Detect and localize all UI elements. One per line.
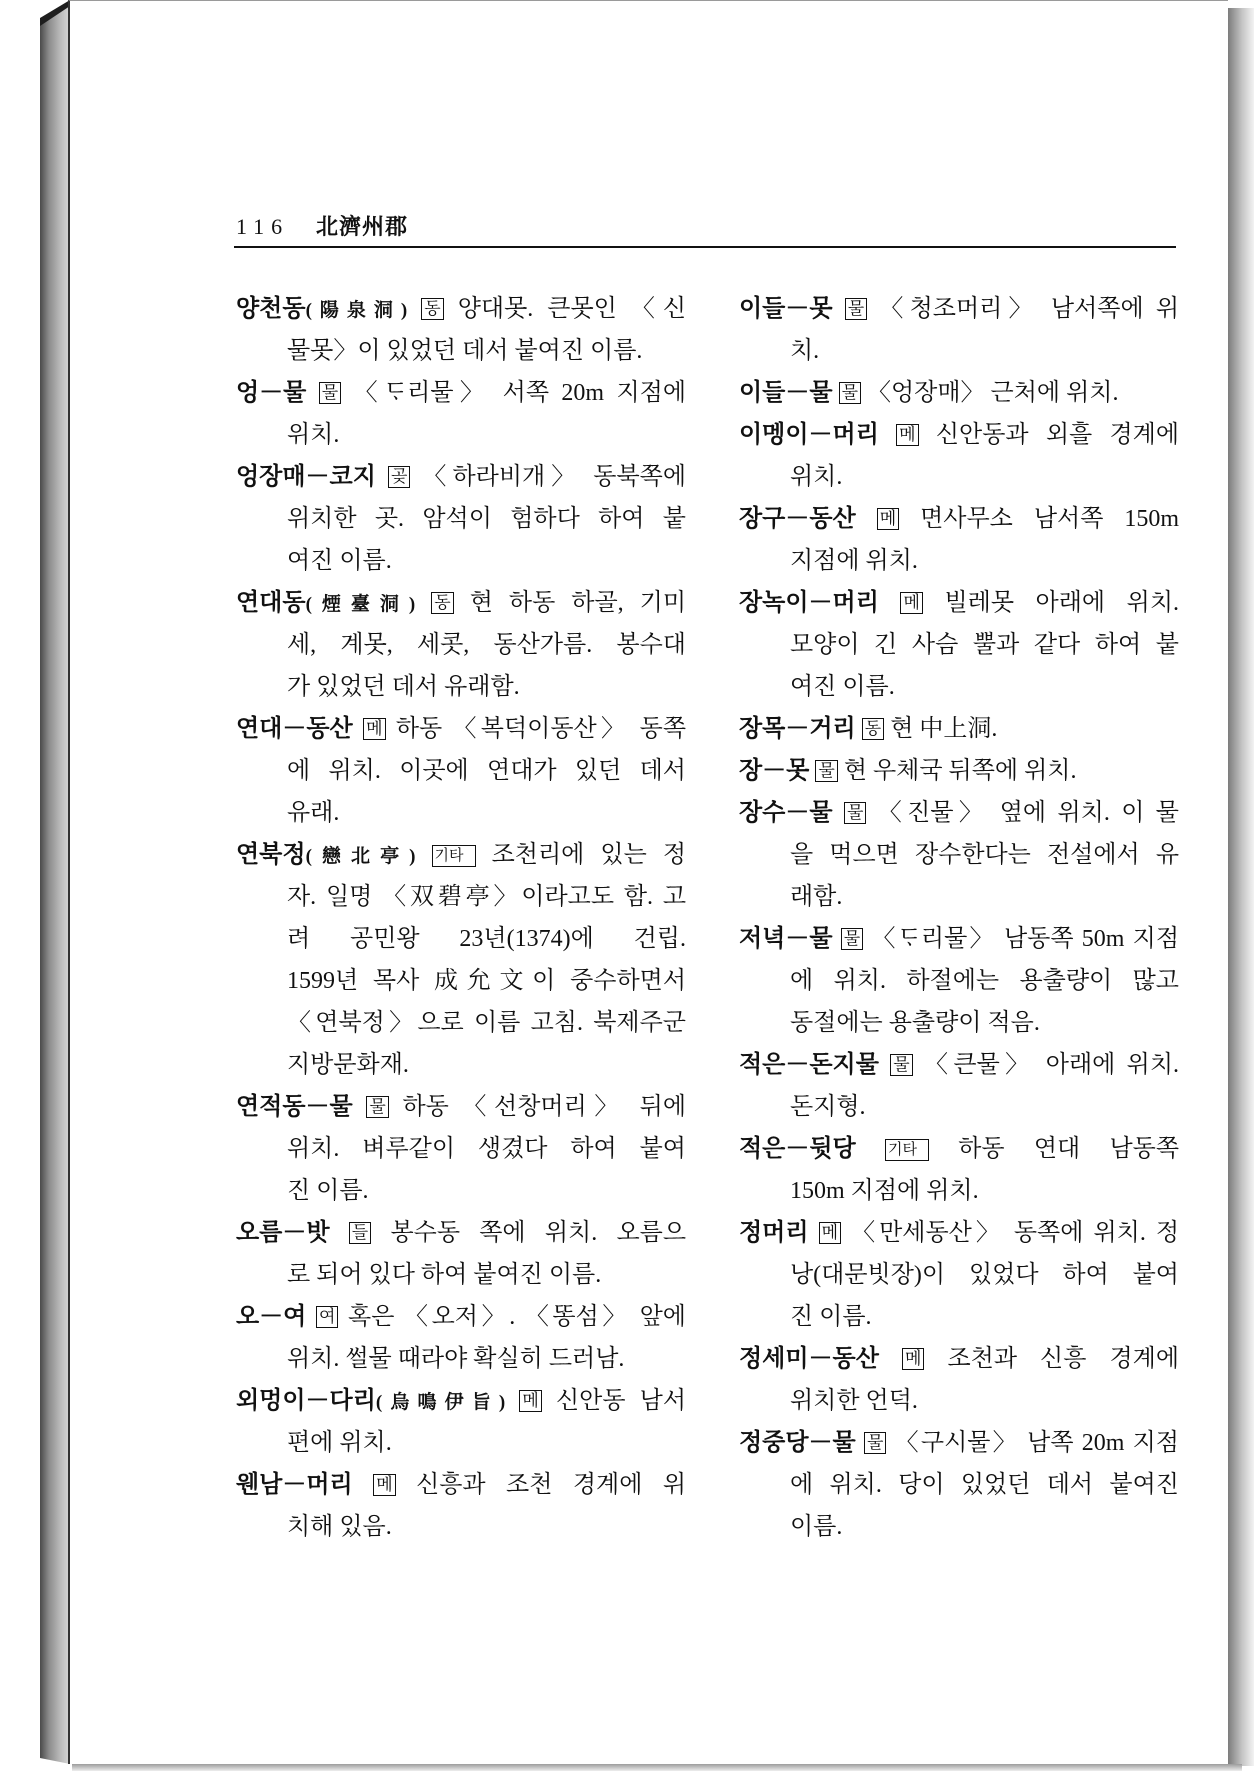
dictionary-entry — [739, 372, 1179, 414]
entry-text: 〈ᄃᆞ리물〉 서쪽 20m 지점에 — [353, 380, 686, 406]
headword: 연적동－물 — [236, 1094, 353, 1120]
entry-text: 하동 〈복덕이동산〉 동쪽 — [395, 716, 686, 742]
left-column — [236, 288, 686, 1548]
entry-text: 〈진물〉 옆에 위치. 이 물 — [877, 800, 1179, 826]
category-tag: 동 — [862, 718, 884, 740]
entry-line: 치. — [790, 338, 820, 364]
category-tag: 물 — [844, 802, 866, 824]
category-tag: 물 — [366, 1096, 388, 1118]
entry-line — [236, 288, 686, 330]
headword-hanja: (煙臺洞) — [305, 594, 416, 615]
category-tag: 메 — [877, 508, 899, 530]
category-tag: 동 — [431, 592, 453, 614]
entry-line: 위치. — [790, 464, 843, 490]
entry-line: 진 이름. — [790, 1304, 872, 1330]
entry-text: 하동 〈선창머리〉 뒤에 — [402, 1094, 686, 1120]
entry-line: 돈지형. — [790, 1094, 866, 1120]
headword: 정세미－동산 — [739, 1346, 879, 1372]
dictionary-entry — [236, 1212, 686, 1296]
entry-line: 을 먹으면 장수한다는 전설에서 유 — [790, 842, 1179, 868]
category-tag: 들 — [349, 1222, 371, 1244]
entry-text: 봉수동 쪽에 위치. 오름으 — [390, 1220, 686, 1246]
page-number: 116 — [236, 214, 290, 239]
headword-hanja: (陽泉洞) — [305, 300, 408, 321]
entry-text: 〈하라비개〉 동북쪽에 — [422, 464, 686, 490]
headword: 장녹이－머리 — [739, 590, 879, 616]
entry-line: 1599년 목사 成允文이 중수하면서 — [287, 968, 686, 994]
entry-line — [739, 498, 1179, 540]
headword: 장구－동산 — [739, 506, 856, 532]
entry-line — [739, 792, 1179, 834]
entry-line: 유래. — [287, 800, 340, 826]
category-tag: 기타 — [432, 845, 476, 867]
entry-line: 에 위치. 당이 있었던 데서 붙여진 — [790, 1472, 1179, 1498]
entry-line: 에 위치. 이곳에 연대가 있던 데서 — [287, 758, 686, 784]
entry-line: 위치. — [287, 422, 340, 448]
headword: 오름－밧 — [236, 1220, 330, 1246]
dictionary-entry — [739, 582, 1179, 708]
entry-line — [236, 1086, 686, 1128]
entry-line: 지방문화재. — [287, 1052, 409, 1078]
entry-line: 위치. 썰물 때라야 확실히 드러남. — [287, 1346, 625, 1372]
entry-text: 조천리에 있는 정 — [491, 842, 686, 868]
dictionary-entry — [236, 1464, 686, 1548]
page-right-shadow — [1228, 8, 1254, 1766]
entry-line: 낭(대문빗장)이 있었다 하여 붙여 — [790, 1262, 1179, 1288]
dictionary-entry — [739, 498, 1179, 582]
category-tag: 메 — [902, 1348, 924, 1370]
category-tag: 물 — [845, 298, 867, 320]
entry-line — [739, 414, 1179, 456]
entry-line: 래함. — [790, 884, 843, 910]
entry-line — [236, 1380, 686, 1422]
headword-hangul: 외멍이－다리 — [236, 1388, 376, 1414]
headword — [236, 296, 407, 322]
headword: 오－여 — [236, 1304, 307, 1330]
header-rule — [234, 246, 1176, 248]
headword: 엉장매－코지 — [236, 464, 376, 490]
entry-line: 위치한 언덕. — [790, 1388, 918, 1414]
dictionary-entry — [236, 288, 686, 372]
headword: 적은－뒷당 — [739, 1136, 856, 1162]
headword: 장수－물 — [739, 800, 833, 826]
entry-line — [739, 1044, 1179, 1086]
dictionary-entry — [739, 750, 1179, 792]
entry-text: 신안동과 외흘 경계에 — [935, 422, 1179, 448]
dictionary-entry — [739, 1044, 1179, 1128]
entry-line — [236, 582, 686, 624]
entry-line — [739, 288, 1179, 330]
category-tag: 기타 — [885, 1139, 929, 1161]
entry-text: 현 우체국 뒤쪽에 위치. — [843, 758, 1077, 784]
entry-line — [739, 1422, 1179, 1464]
headword-hangul: 연대동 — [236, 590, 306, 616]
entry-line: 여진 이름. — [287, 548, 392, 574]
headword: 적은－돈지물 — [739, 1052, 879, 1078]
headword-hangul: 연북정 — [236, 842, 306, 868]
dictionary-entry — [739, 288, 1179, 372]
headword — [236, 842, 415, 868]
running-title: 北濟州郡 — [316, 214, 409, 239]
entry-line: 려 공민왕 23년(1374)에 건립. — [287, 926, 686, 952]
headword: 웬남－머리 — [236, 1472, 353, 1498]
headword: 정머리 — [739, 1220, 809, 1246]
headword: 장목－거리 — [739, 716, 856, 742]
category-tag: 곶 — [388, 466, 410, 488]
entry-text: 면사무소 남서쪽 150m — [920, 506, 1179, 532]
entry-line — [739, 918, 1179, 960]
entry-text: 〈구시물〉 남쪽 20m 지점 — [894, 1430, 1179, 1456]
dictionary-entry — [236, 1380, 686, 1464]
dictionary-entry — [236, 834, 686, 1086]
entry-line — [739, 582, 1179, 624]
headword-hanja: (戀北亭) — [305, 846, 416, 867]
entry-text: 〈청조머리〉 남서쪽에 위 — [879, 296, 1179, 322]
dictionary-entry — [236, 708, 686, 834]
category-tag: 물 — [815, 760, 837, 782]
entry-line: 물못〉이 있었던 데서 붙여진 이름. — [287, 338, 643, 364]
dictionary-entry — [236, 456, 686, 582]
entry-text: 〈ᄃᆞ리물〉 남동쪽 50m 지점 — [871, 926, 1179, 952]
headword: 이들－못 — [739, 296, 833, 322]
headword-hanja: (烏鳴伊旨) — [375, 1392, 506, 1413]
headword: 장－못 — [739, 758, 810, 784]
entry-text: 현 中上洞. — [890, 716, 998, 742]
entry-line: 150m 지점에 위치. — [790, 1178, 979, 1204]
entry-line — [236, 456, 686, 498]
entry-line: 치해 있음. — [287, 1514, 392, 1540]
entry-line — [236, 1464, 686, 1506]
book-page — [68, 0, 1228, 1764]
entry-line — [236, 1212, 686, 1254]
category-tag: 여 — [316, 1306, 338, 1328]
headword: 연대－동산 — [236, 716, 353, 742]
entry-text: 혹은 〈오저〉. 〈똥섬〉 앞에 — [348, 1304, 686, 1330]
dictionary-entry — [739, 792, 1179, 918]
dictionary-entry — [739, 1128, 1179, 1212]
category-tag: 물 — [319, 382, 341, 404]
entry-line: 여진 이름. — [790, 674, 895, 700]
entry-line: 가 있었던 데서 유래함. — [287, 674, 520, 700]
entry-line: 에 위치. 하절에는 용출량이 많고 — [790, 968, 1179, 994]
right-column — [739, 288, 1179, 1548]
entry-text: 신안동 남서 — [555, 1388, 686, 1414]
dictionary-entry — [236, 372, 686, 456]
entry-text: 〈엉장매〉 근처에 위치. — [867, 380, 1119, 406]
dictionary-entry — [739, 918, 1179, 1044]
dictionary-entry — [739, 1338, 1179, 1422]
category-tag: 메 — [896, 424, 918, 446]
dictionary-entry — [739, 1212, 1179, 1338]
entry-line: 진 이름. — [287, 1178, 369, 1204]
entry-line: 자. 일명 〈双碧亭〉이라고도 함. 고 — [287, 884, 686, 910]
dictionary-entry — [739, 1422, 1179, 1548]
entry-line — [739, 708, 1179, 750]
category-tag: 물 — [890, 1054, 912, 1076]
headword — [236, 590, 415, 616]
category-tag: 물 — [841, 928, 863, 950]
entry-line — [739, 1128, 1179, 1170]
headword: 이들－물 — [739, 380, 833, 406]
entry-line: 세, 계못, 세콧, 동산가름. 봉수대 — [287, 632, 686, 658]
category-tag: 물 — [839, 382, 861, 404]
book-edge — [40, 4, 70, 1764]
entry-line: 지점에 위치. — [790, 548, 918, 574]
headword — [236, 1388, 505, 1414]
entry-line: 〈연북정〉으로 이름 고침. 북제주군 — [287, 1010, 686, 1036]
entry-line — [739, 1212, 1179, 1254]
entry-text: 조천과 신흥 경계에 — [947, 1346, 1179, 1372]
entry-line: 모양이 긴 사슴 뿔과 같다 하여 붙 — [790, 632, 1179, 658]
entry-text: 양대못. 큰못인 〈신 — [457, 296, 686, 322]
entry-line: 위치한 곳. 암석이 험하다 하여 붙 — [287, 506, 686, 532]
headword: 저녁－물 — [739, 926, 833, 952]
dictionary-entry — [236, 1296, 686, 1380]
entry-text: 하동 연대 남동쪽 — [958, 1136, 1179, 1162]
headword-hangul: 양천동 — [236, 296, 306, 322]
entry-line: 편에 위치. — [287, 1430, 392, 1456]
entry-text: 현 하동 하골, 기미 — [469, 590, 686, 616]
entry-line: 이름. — [790, 1514, 843, 1540]
category-tag: 메 — [819, 1222, 841, 1244]
entry-text: 빌레못 아래에 위치. — [944, 590, 1179, 616]
dictionary-entry — [236, 582, 686, 708]
category-tag: 물 — [864, 1432, 886, 1454]
dictionary-entry — [739, 708, 1179, 750]
entry-line — [236, 708, 686, 750]
entry-line — [739, 1338, 1179, 1380]
entry-text: 신흥과 조천 경계에 위 — [416, 1472, 686, 1498]
entry-line — [236, 1296, 686, 1338]
category-tag: 메 — [519, 1390, 541, 1412]
category-tag: 메 — [363, 718, 385, 740]
page-bottom-shadow — [72, 1764, 1242, 1771]
category-tag: 메 — [900, 592, 922, 614]
headword: 이멩이－머리 — [739, 422, 879, 448]
entry-line: 동절에는 용출량이 적음. — [790, 1010, 1040, 1036]
dictionary-entry — [236, 1086, 686, 1212]
dictionary-entry — [739, 414, 1179, 498]
entry-line — [739, 750, 1179, 792]
entry-line — [236, 372, 686, 414]
headword: 정중당－물 — [739, 1430, 856, 1456]
category-tag: 메 — [373, 1474, 395, 1496]
entry-line: 로 되어 있다 하여 붙여진 이름. — [287, 1262, 602, 1288]
entry-line — [739, 372, 1179, 414]
headword: 엉－물 — [236, 380, 307, 406]
entry-text: 〈만세동산〉 동쪽에 위치. 정 — [851, 1220, 1179, 1246]
entry-line: 위치. 벼루같이 생겼다 하여 붙여 — [287, 1136, 686, 1162]
category-tag: 동 — [421, 298, 443, 320]
entry-text: 〈큰물〉 아래에 위치. — [924, 1052, 1179, 1078]
entry-line — [236, 834, 686, 876]
